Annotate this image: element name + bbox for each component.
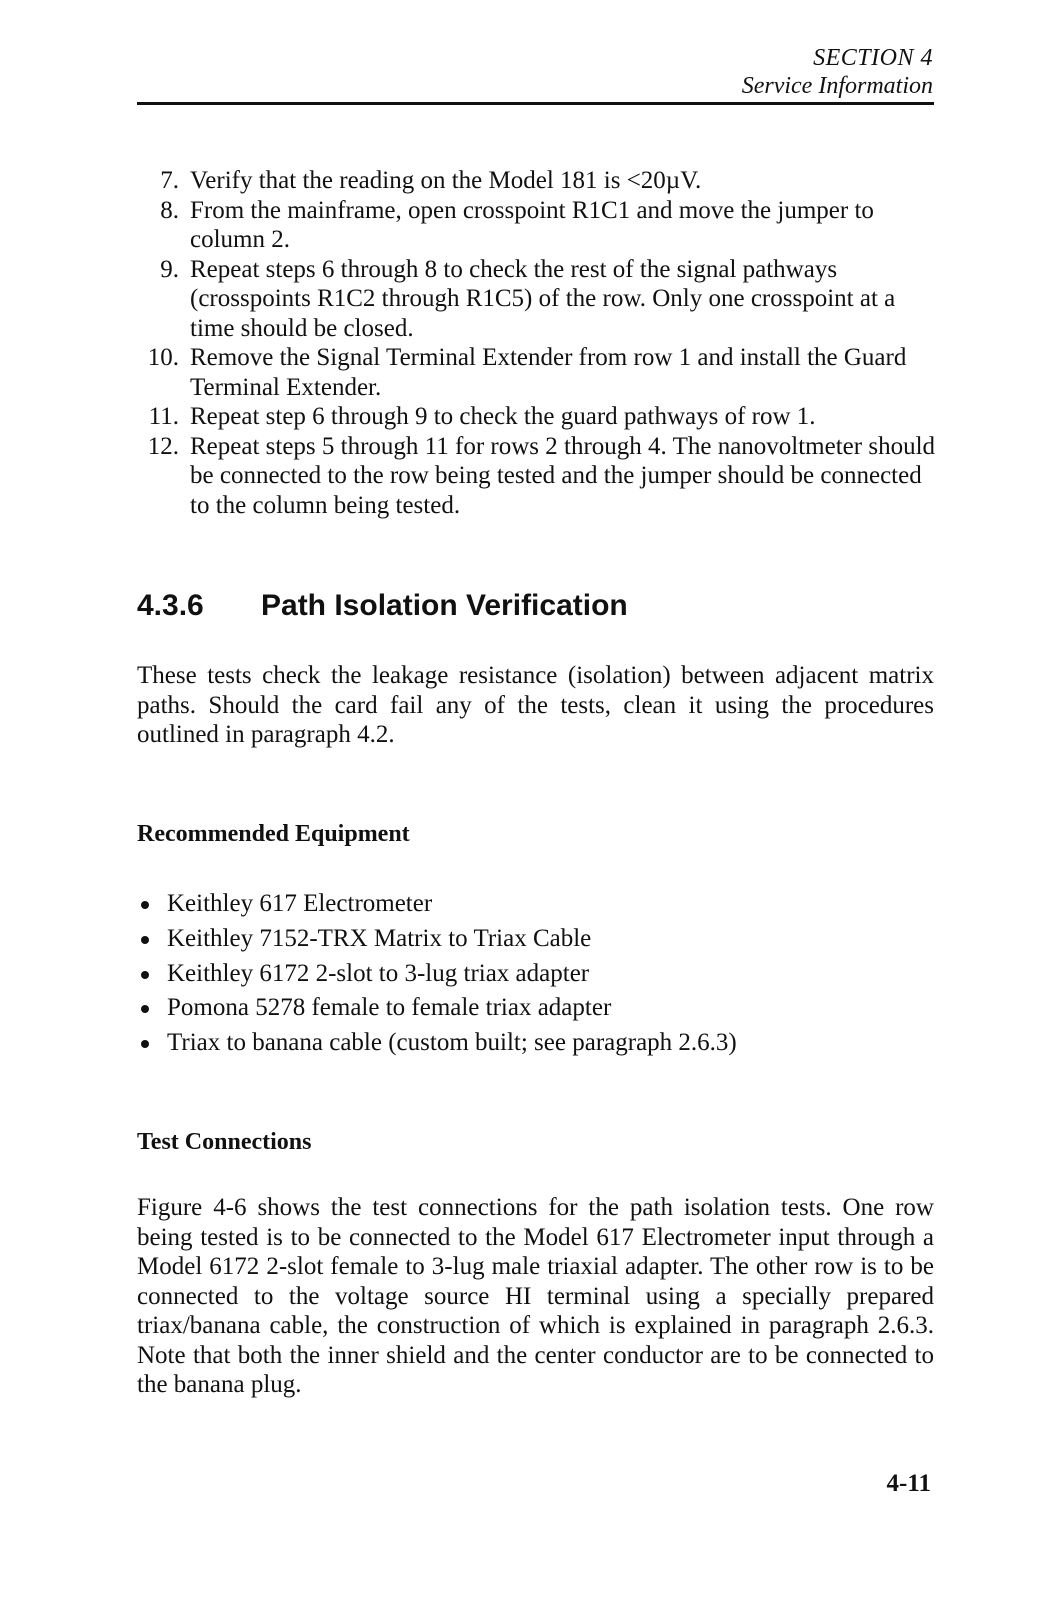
equipment-item-text: Keithley 617 Electrometer — [167, 890, 433, 917]
bullet-icon — [141, 971, 149, 979]
list-item — [139, 957, 737, 992]
step-text: Verify that the reading on the Model 181 is <20µV. — [190, 167, 702, 194]
intro-paragraph: These tests check the leakage resistance (isolation) between adjacent matrix paths. Should the card fail any of the tests, clean it using the procedures outlined in paragraph 4.2. — [137, 662, 934, 748]
procedure-steps — [139, 166, 936, 520]
step-text: Repeat step 6 through 9 to check the guard pathways of row 1. — [190, 403, 816, 430]
step-number: 10. — [147, 344, 179, 371]
step-text: Repeat steps 5 through 11 for rows 2 through 4. The nanovoltmeter should be connected to the row being tested and the jumper should be connected to the column being tested. — [190, 432, 936, 519]
step-number: 9. — [160, 255, 179, 283]
equipment-item-text: Triax to banana cable (custom built; see paragraph 2.6.3) — [167, 1029, 737, 1057]
equipment-item-text: Keithley 6172 2-slot to 3-lug triax adapter — [167, 959, 590, 987]
section-subtitle: Service Information — [741, 73, 933, 99]
page-number: 4-11 — [886, 1470, 931, 1497]
equipment-heading: Recommended Equipment — [137, 821, 410, 847]
step-item — [139, 166, 936, 196]
section-title: Path Isolation Verification — [261, 589, 628, 622]
section-heading — [137, 588, 628, 624]
step-item — [139, 255, 936, 344]
step-item — [139, 196, 936, 255]
list-item — [139, 1026, 737, 1061]
section-label: SECTION 4 — [813, 45, 933, 71]
equipment-item-text: Keithley 7152-TRX Matrix to Triax Cable — [167, 924, 592, 952]
step-number: 8. — [160, 196, 179, 224]
list-item — [139, 922, 737, 957]
step-number: 12. — [147, 432, 179, 460]
step-item — [139, 343, 936, 402]
connections-heading: Test Connections — [137, 1129, 312, 1155]
step-text: Repeat steps 6 through 8 to check the rest of the signal pathways (crosspoints R1C2 through R1C5) of the row. Only one crosspoint at a time should be closed. — [190, 255, 896, 342]
bullet-icon — [141, 1005, 149, 1013]
bullet-icon — [141, 901, 149, 909]
bullet-icon — [141, 936, 149, 944]
list-item — [139, 887, 737, 922]
section-number: 4.3.6 — [137, 589, 204, 622]
equipment-item-text: Pomona 5278 female to female triax adapter — [167, 994, 612, 1022]
step-item — [139, 402, 936, 432]
step-item — [139, 432, 936, 521]
step-text: From the mainframe, open crosspoint R1C1 and move the jumper to column 2. — [190, 196, 874, 253]
bullet-icon — [141, 1040, 149, 1048]
running-header — [742, 44, 933, 100]
equipment-list — [139, 887, 737, 1061]
connections-paragraph: Figure 4-6 shows the test connections for the path isolation tests. One row being tested is to be connected to the Model 617 Electrometer input through a Model 6172 2-slot female to 3-lug male triaxial adapter. The other row is to be connected to the voltage source HI terminal using a specially prepared triax/banana cable, the construction of which is explained in paragraph 2.6.3. Note that both the inner shield and the center conductor are to be connected to the banana plug. — [137, 1194, 934, 1398]
step-number: 11. — [148, 403, 179, 430]
list-item — [139, 991, 737, 1026]
header-rule — [137, 102, 934, 105]
step-text: Remove the Signal Terminal Extender from row 1 and install the Guard Terminal Extender. — [190, 344, 907, 401]
step-number: 7. — [160, 167, 179, 194]
